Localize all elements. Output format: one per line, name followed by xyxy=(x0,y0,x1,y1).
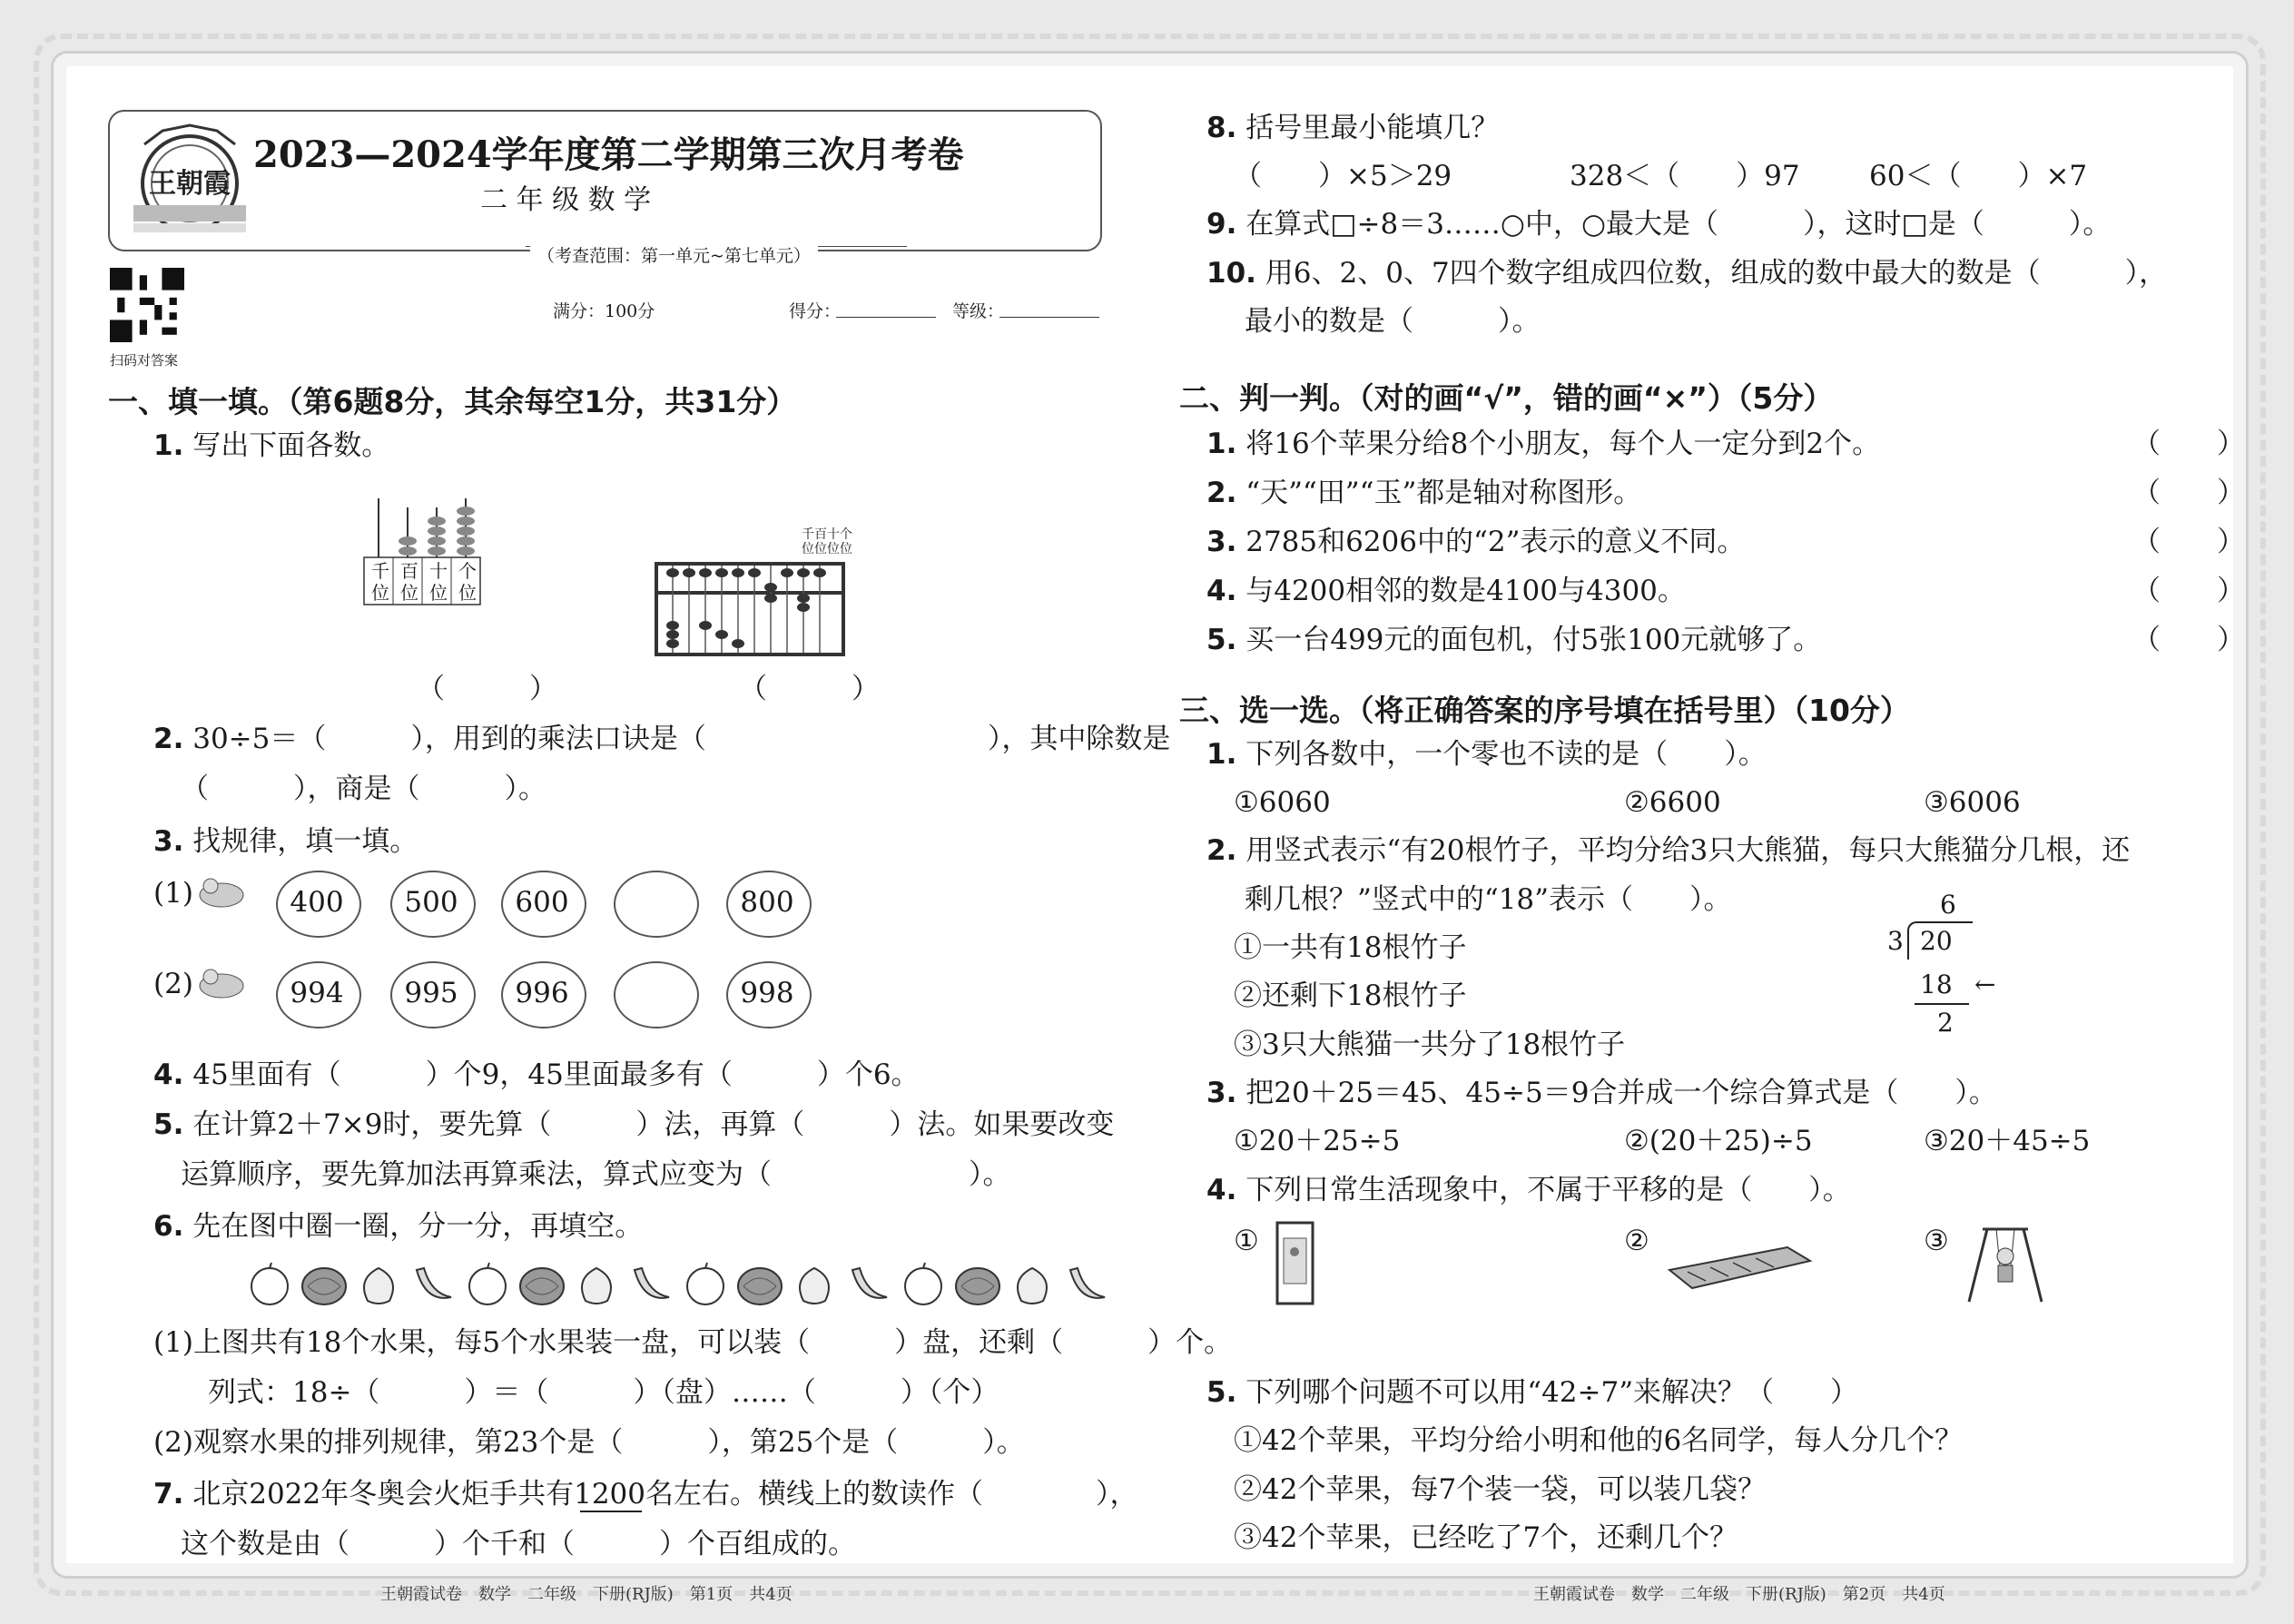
page-1 xyxy=(54,54,1233,1604)
grade-field[interactable] xyxy=(999,291,1099,318)
judge-item xyxy=(1206,524,1745,560)
apple-icon xyxy=(244,1261,295,1308)
judge-item xyxy=(1206,426,1880,462)
abacus2-header: 千百十个 位位位位 xyxy=(802,527,852,556)
c1-number: 1. xyxy=(1206,738,1237,771)
c2-option[interactable]: ①一共有18根竹子 xyxy=(1234,931,1467,964)
q10-line1: 用6、2、0、7四个数字组成四位数，组成的数中最大的数是（ ）， xyxy=(1265,257,2168,290)
c2-number: 2. xyxy=(1206,834,1237,867)
apple-icon xyxy=(898,1261,949,1308)
banana-icon xyxy=(1061,1261,1112,1308)
qr-label: 扫码对答案 xyxy=(110,352,179,369)
q1-answer-2[interactable]: （ ） xyxy=(739,673,880,705)
c1-text: 下列各数中，一个零也不读的是（ ）。 xyxy=(1245,738,1767,771)
q5-line1: 在计算2＋7×9时，要先算（ ）法，再算（ ）法。如果要改变 xyxy=(192,1108,1115,1141)
q3-r1-item: 600 xyxy=(515,886,569,919)
qr-code-icon xyxy=(110,268,184,342)
score-field[interactable] xyxy=(836,291,936,318)
q6-sub1: (1)上图共有18个水果，每5个水果装一盘，可以装（ ）盘，还剩（ ）个。 xyxy=(153,1326,1233,1359)
q3-r2-item: 995 xyxy=(404,977,458,1009)
q3-text: 找规律，填一填。 xyxy=(192,825,418,858)
q2-line2: （ ），商是（ ）。 xyxy=(181,773,546,805)
q7-line2: 这个数是由（ ）个千和（ ）个百组成的。 xyxy=(181,1528,856,1560)
c3-option[interactable]: ①20＋25÷5 xyxy=(1234,1125,1401,1157)
abacus-label-ones: 个位 xyxy=(458,560,477,604)
c1-option[interactable]: ②6600 xyxy=(1624,786,1721,819)
q10-number: 10. xyxy=(1206,257,1256,290)
q8-text: 括号里最小能填几？ xyxy=(1245,112,1500,144)
c5-option[interactable]: ②42个苹果，每7个装一袋，可以装几袋？ xyxy=(1234,1473,1767,1506)
page1-footer: 王朝霞试卷 数学 二年级 下册(RJ版) 第1页 共4页 xyxy=(380,1585,793,1604)
exam-scope: （考查范围：第一单元~第七单元） xyxy=(530,238,818,274)
division-divisor: 3 xyxy=(1887,926,1904,956)
c2-line2: 剩几根？”竖式中的“18”表示（ ）。 xyxy=(1245,883,1732,916)
peach-icon xyxy=(789,1261,840,1308)
melon-icon xyxy=(952,1261,1003,1308)
judge-text: 将16个苹果分给8个小朋友，每个人一定分到2个。 xyxy=(1245,428,1881,460)
page-2 xyxy=(1179,54,2246,1604)
judge-number: 1. xyxy=(1206,428,1237,460)
c5-option[interactable]: ③42个苹果，已经吃了7个，还剩几个？ xyxy=(1234,1521,1738,1554)
exam-title: 2023—2024学年度第二学期第三次月考卷 xyxy=(253,133,964,176)
melon-icon xyxy=(734,1261,785,1308)
judge-mark-field[interactable]: （ ） xyxy=(2132,624,2245,656)
full-score: 满分：100分 xyxy=(553,301,655,321)
division-remainder: 2 xyxy=(1937,1008,1954,1038)
section1-title: 一、填一填。（第6题8分，其余每空1分，共31分） xyxy=(108,384,797,419)
judge-item xyxy=(1206,475,1641,511)
long-division-figure xyxy=(1887,887,2014,1068)
judge-mark-field[interactable]: （ ） xyxy=(2132,428,2245,460)
q10-line2: 最小的数是（ ）。 xyxy=(1245,305,1541,338)
elevator-icon xyxy=(1275,1220,1315,1306)
peach-icon xyxy=(571,1261,622,1308)
apple-icon xyxy=(680,1261,731,1308)
c2-option[interactable]: ②还剩下18根竹子 xyxy=(1234,979,1467,1012)
c2-line1: 用竖式表示“有20根竹子，平均分给3只大熊猫，每只大熊猫分几根，还 xyxy=(1245,834,2131,867)
abacus-label-tens: 十位 xyxy=(429,560,448,604)
judge-number: 3. xyxy=(1206,526,1237,558)
judge-text: 买一台499元的面包机，付5张100元就够了。 xyxy=(1245,624,1822,656)
swing-icon xyxy=(1960,1220,2051,1306)
abacus-label-thousands: 千位 xyxy=(371,560,389,604)
header-box xyxy=(108,110,1102,251)
judge-mark-field[interactable]: （ ） xyxy=(2132,575,2245,607)
q1-number: 1. xyxy=(153,429,184,462)
judge-text: 与4200相邻的数是4100与4300。 xyxy=(1245,575,1686,607)
apple-icon xyxy=(462,1261,513,1308)
c4-text: 下列日常生活现象中，不属于平移的是（ ）。 xyxy=(1245,1174,1851,1206)
q5-number: 5. xyxy=(153,1108,184,1141)
abacus-label-hundreds: 百位 xyxy=(400,560,418,604)
peach-icon xyxy=(353,1261,404,1308)
paper-frame xyxy=(51,51,2249,1604)
q2-number: 2. xyxy=(153,723,184,755)
division-product: 18 xyxy=(1920,969,1953,999)
q3-r2-item: 994 xyxy=(290,977,344,1009)
rabbit-icon xyxy=(194,957,249,1002)
judge-mark-field[interactable]: （ ） xyxy=(2132,526,2245,558)
q9-number: 9. xyxy=(1206,208,1237,241)
judge-number: 4. xyxy=(1206,575,1237,607)
rabbit-icon xyxy=(194,866,249,911)
svg-text:王朝霞: 王朝霞 xyxy=(149,168,231,200)
q7-line1: 北京2022年冬奥会火炬手共有1200名左右。横线上的数读作（ ）， xyxy=(192,1478,1138,1511)
c1-option[interactable]: ①6060 xyxy=(1234,786,1331,819)
q4-text: 45里面有（ ）个9，45里面最多有（ ）个6。 xyxy=(192,1058,920,1091)
q2-line1: 30÷5＝（ ），用到的乘法口诀是（ ），其中除数是 xyxy=(192,723,1171,755)
grade-label: 等级： xyxy=(952,301,1005,321)
c3-number: 3. xyxy=(1206,1077,1237,1109)
conveyor-belt-icon xyxy=(1660,1234,1815,1297)
c5-number: 5. xyxy=(1206,1376,1237,1409)
q1-text: 写出下面各数。 xyxy=(192,429,390,462)
q3-r1-item: 400 xyxy=(290,886,344,919)
q8-item-b: 328＜（ ）97 xyxy=(1570,160,1800,192)
score-label: 得分： xyxy=(789,301,842,321)
c3-option[interactable]: ③20＋45÷5 xyxy=(1924,1125,2091,1157)
c1-option[interactable]: ③6006 xyxy=(1924,786,2021,819)
judge-number: 2. xyxy=(1206,477,1237,509)
q5-line2: 运算顺序，要先算加法再算乘法，算式应变为（ ）。 xyxy=(181,1158,1011,1191)
section2-title: 二、判一判。（对的画“√”，错的画“×”）（5分） xyxy=(1179,380,1834,416)
division-quotient: 6 xyxy=(1940,890,1956,920)
c5-option[interactable]: ①42个苹果，平均分给小明和他的6名同学，每人分几个？ xyxy=(1234,1424,1964,1457)
banana-icon xyxy=(843,1261,894,1308)
peach-icon xyxy=(1007,1261,1058,1308)
exam-subject: 二 年 级 数 学 xyxy=(480,184,652,216)
q9-text: 在算式□÷8＝3……○中，○最大是（ ），这时□是（ ）。 xyxy=(1245,208,2112,241)
section3-title: 三、选一选。（将正确答案的序号填在括号里）（10分） xyxy=(1179,693,1910,728)
q3-r1-item: 500 xyxy=(404,886,458,919)
q3-row1-label: (1) xyxy=(153,877,193,910)
q3-row2-label: (2) xyxy=(153,968,193,1000)
q6-number: 6. xyxy=(153,1210,184,1243)
banana-icon xyxy=(625,1261,676,1308)
q1-answer-1[interactable]: （ ） xyxy=(417,673,557,705)
melon-icon xyxy=(517,1261,567,1308)
c4-option[interactable]: ② xyxy=(1624,1225,1649,1257)
q3-number: 3. xyxy=(153,825,184,858)
division-dividend: 20 xyxy=(1920,926,1953,956)
q4-number: 4. xyxy=(153,1058,184,1091)
q6-sub2: (2)观察水果的排列规律，第23个是（ ），第25个是（ ）。 xyxy=(153,1426,1025,1459)
c5-text: 下列哪个问题不可以用“42÷7”来解决？（ ） xyxy=(1245,1376,1859,1409)
judge-text: 2785和6206中的“2”表示的意义不同。 xyxy=(1245,526,1746,558)
melon-icon xyxy=(299,1261,350,1308)
c4-option[interactable]: ③ xyxy=(1924,1225,1949,1257)
c3-text: 把20＋25＝45、45÷5＝9合并成一个综合算式是（ ）。 xyxy=(1245,1077,1997,1109)
c4-number: 4. xyxy=(1206,1174,1237,1206)
q7-number: 7. xyxy=(153,1478,184,1511)
q6-text: 先在图中圈一圈，分一分，再填空。 xyxy=(192,1210,644,1243)
q8-number: 8. xyxy=(1206,112,1237,144)
banana-icon xyxy=(408,1261,458,1308)
c3-option[interactable]: ②(20＋25)÷5 xyxy=(1624,1125,1813,1157)
brand-logo xyxy=(126,122,253,244)
c4-option[interactable]: ① xyxy=(1234,1225,1259,1257)
q8-item-c: 60＜（ ）×7 xyxy=(1869,160,2088,192)
q8-item-a: （ ）×5＞29 xyxy=(1234,160,1452,192)
judge-number: 5. xyxy=(1206,624,1237,656)
arrow-left-icon: ← xyxy=(1974,969,1996,999)
suanpan-abacus-figure xyxy=(655,562,845,657)
judge-item xyxy=(1206,573,1686,609)
q6-sub1b: 列式：18÷（ ）＝（ ）（盘）……（ ）（个） xyxy=(208,1376,999,1409)
c2-option[interactable]: ③3只大熊猫一共分了18根竹子 xyxy=(1234,1029,1626,1061)
q3-r2-item: 996 xyxy=(515,977,569,1009)
q3-r2-item: 998 xyxy=(740,977,794,1009)
page2-footer: 王朝霞试卷 数学 二年级 下册(RJ版) 第2页 共4页 xyxy=(1533,1585,1945,1604)
judge-item xyxy=(1206,622,1821,658)
judge-text: “天”“田”“玉”都是轴对称图形。 xyxy=(1245,477,1642,509)
judge-mark-field[interactable]: （ ） xyxy=(2132,477,2245,509)
q3-r1-item: 800 xyxy=(740,886,794,919)
